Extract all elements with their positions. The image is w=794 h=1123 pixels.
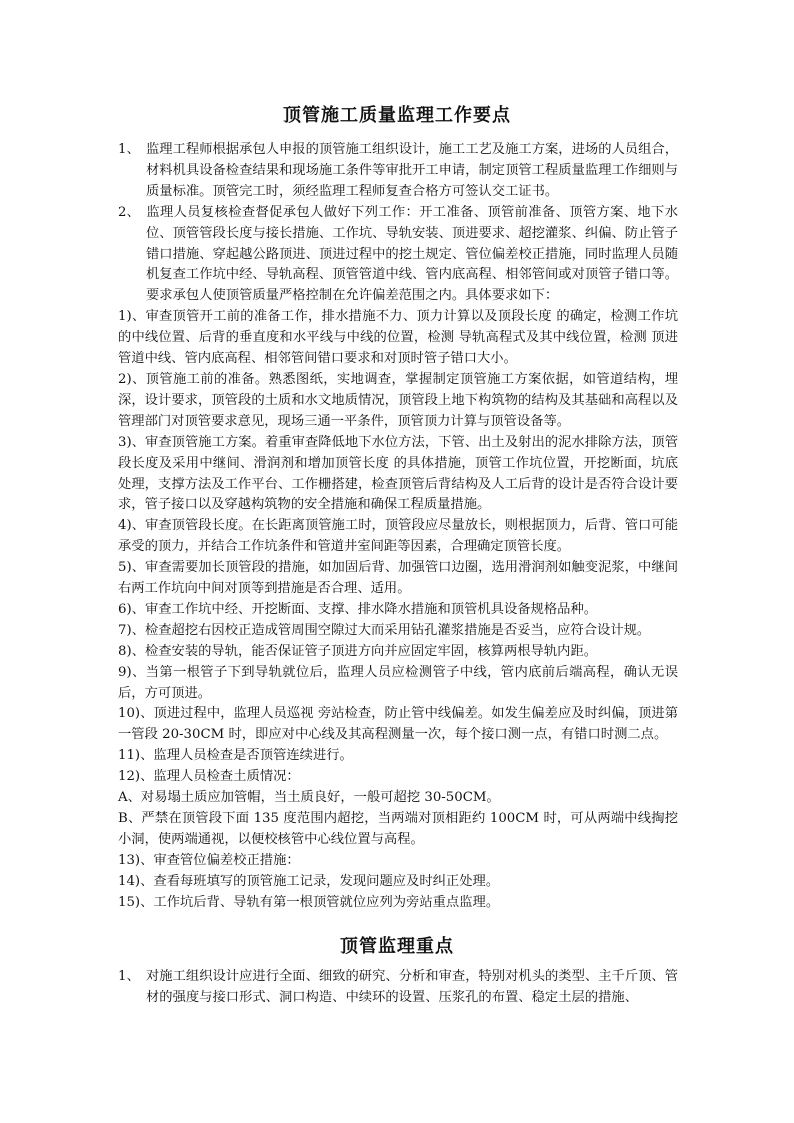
numbered-paragraph — [118, 203, 678, 308]
paragraph-text: 对施工组织设计应进行全面、细致的研究、分析和审查，特别对机头的类型、主千斤顶、管材的强度与接口形式、洞口构造、中续环的设置、压浆孔的布置、稳定土层的措施、 — [146, 969, 678, 1005]
paragraph-number: 1、 — [118, 969, 140, 984]
paragraph-number: 2、 — [118, 204, 140, 220]
list-item: B、严禁在顶管段下面 135 度范围内超挖，当两端对顶相距约 100CM 时，可从两端中线掏挖小洞，使两端通视，以便校核管中心线位置与高程。 — [118, 811, 678, 847]
list-item: 2)、顶管施工前的准备。熟悉图纸，实地调查，掌握制定顶管施工方案依据，如管道结构，埋深，设计要求，顶管段的土质和水文地质情况，顶管段上地下构筑物的结构及其基础和高程以及管理部门对顶管要求意见，现场三通一平条件，顶管顶力计算与顶管设备等。 — [118, 371, 678, 429]
paragraph-text: 监理工程师根据承包人申报的顶管施工组织设计，施工工艺及施工方案，进场的人员组合，材料机具设备检查结果和现场施工条件等审批开工申请，制定顶管工程质量监理工作细则与质量标准。顶管完工时，须经监理工程师复查合格方可签认交工证书。 — [146, 142, 678, 199]
list-item: 9)、当第一根管子下到导轨就位后，监理人员应检测管子中线，管内底前后端高程，确认无误后，方可顶进。 — [118, 664, 678, 701]
list-item: 11)、监理人员检查是否顶管连续进行。 — [118, 748, 353, 764]
paragraph-number: 1、 — [118, 142, 140, 157]
section-title: 顶管监理重点 — [340, 936, 454, 957]
list-item: 1)、审查顶管开工前的准备工作，排水措施不力、顶力计算以及顶段长度 的确定，检测工作坑的中线位置、后背的垂直度和水平线与中线的位置，检测 导轨高程式及其中线位置，检测 顶进管道中线、管内底高程、相邻管间错口要求和对顶时管子错口大小。 — [118, 309, 678, 367]
section-body — [118, 967, 678, 1009]
list-item: 10)、顶进过程中，监理人员巡视 旁站检查，防止管中线偏差。如发生偏差应及时纠偏，顶进第一管段 20-30CM 时，即应对中心线及其高程测量一次，每个接口测一点，有错口时测二点。 — [118, 706, 678, 743]
list-item: 3)、审查顶管施工方案。着重审查降低地下水位方法，下管、出土及射出的泥水排除方法，顶管段长度及采用中继间、滑润剂和增加顶管长度 的具体措施，顶管工作坑位置，开挖断面，坑底处理，支撑方法及工作平台、工作栅搭建，检查顶管后背结构及人工后背的设计是否符合设计要求，管子接口以及穿越构筑物的安全措施和确保工程质量措施。 — [118, 434, 678, 513]
list-item: 14)、查看每班填写的顶管施工记录，发现问题应及时纠正处理。 — [118, 873, 500, 889]
list-item: 6)、审查工作坑中经、开挖断面、支撑、排水降水措施和顶管机具设备规格品种。 — [118, 601, 598, 617]
list-item: 13)、审查管位偏差校正措施： — [118, 852, 300, 868]
list-item: A、对易塌土质应加管帽，当土质良好，一般可超挖 30-50CM。 — [118, 790, 500, 806]
list-item: 7)、检查超挖右因校正造成管周围空隙过大而采用钻孔灌浆措施是否妥当，应符合设计规。 — [118, 622, 651, 638]
numbered-paragraph — [118, 967, 678, 1009]
list-item: 12)、监理人员检查土质情况： — [118, 769, 300, 785]
list-item: 4)、审查顶管段长度。在长距离顶管施工时，顶管段应尽量放长，则根据顶力，后背、管口可能承受的顶力，并结合工作坑条件和管道井室间距等因素，合理确定顶管长度。 — [118, 518, 678, 555]
list-item: 15)、工作坑后背、导轨有第一根顶管就位应列为旁站重点监理。 — [118, 894, 500, 910]
list-item: 5)、审查需要加长顶管段的措施，如加固后背、加强管口边圈，选用滑润剂如触变泥浆，中继间右两工作坑向中间对顶等到措施是否合理、适用。 — [118, 560, 678, 597]
page-title: 顶管施工质量监理工作要点 — [283, 105, 511, 126]
section-body — [118, 140, 678, 914]
paragraph-text: 监理人员复核检查督促承包人做好下列工作：开工准备、顶管前准备、顶管方案、地下水位、顶管管段长度与接长措施、工作坑、导轨安装、顶进要求、超挖灌浆、纠偏、防止管子错口措施、穿起越公路顶进、顶进过程中的挖土规定、管位偏差校正措施，同时监理人员随机复查工作坑中经、导轨高程、顶管管道中线、管内底高程、相邻管间或对顶管子错口等。要求承包人使顶管质量严格控制在允许偏差范围之内。具体要求如下： — [146, 204, 678, 304]
list-item: 8)、检查安装的导轨，能否保证管子顶进方向并应固定牢固，核算两根导轨内距。 — [118, 643, 598, 659]
numbered-paragraph — [118, 140, 678, 203]
